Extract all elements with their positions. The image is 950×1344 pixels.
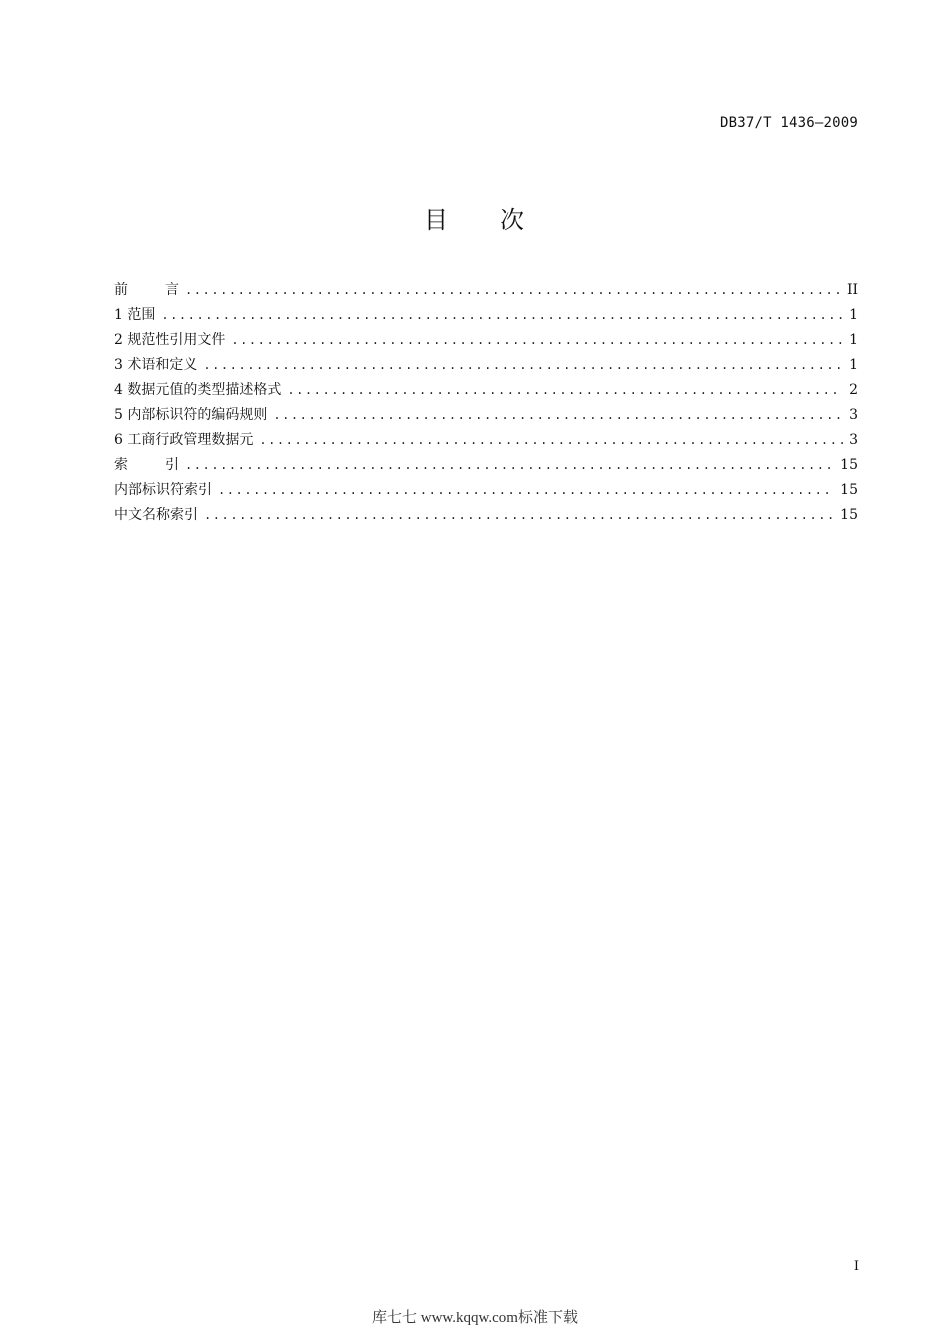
toc-page-number: 3 (849, 432, 858, 448)
toc-leader-dots (203, 353, 843, 378)
page-number: I (853, 1259, 859, 1274)
page-title (0, 200, 950, 235)
toc-leader-dots (218, 478, 834, 503)
toc-entry-identifier-index[interactable] (114, 478, 858, 503)
toc-leader-dots (259, 428, 843, 453)
toc-leader-dots (273, 403, 843, 428)
standard-code: DB37/T 1436—2009 (719, 115, 858, 131)
toc-page-number: 2 (849, 382, 858, 398)
toc-leader-dots (185, 278, 841, 303)
toc-entry-foreword[interactable] (114, 278, 858, 303)
table-of-contents (114, 278, 858, 528)
toc-leader-dots (204, 503, 834, 528)
toc-entry-scope[interactable] (114, 303, 858, 328)
toc-label: 3 术语和定义 (114, 357, 198, 373)
title-char-second: 次 (500, 206, 526, 234)
toc-label: 中文名称索引 (114, 507, 198, 523)
toc-label: 5 内部标识符的编码规则 (114, 407, 268, 423)
toc-leader-dots (287, 378, 843, 403)
toc-label: 索 引 (114, 457, 179, 473)
toc-page-number: 15 (840, 457, 858, 473)
toc-label: 4 数据元值的类型描述格式 (114, 382, 282, 398)
toc-page-number: 3 (849, 407, 858, 423)
toc-page-number: 15 (840, 507, 858, 523)
toc-label: 内部标识符索引 (114, 482, 212, 498)
toc-leader-dots (161, 303, 843, 328)
toc-entry-chinese-name-index[interactable] (114, 503, 858, 528)
toc-label: 6 工商行政管理数据元 (114, 432, 254, 448)
toc-entry-normative-references[interactable] (114, 328, 858, 353)
toc-page-number: 15 (840, 482, 858, 498)
footer-watermark-text: 库七七 www.kqqw.com标准下载 (372, 1310, 578, 1326)
toc-leader-dots (185, 453, 834, 478)
toc-page-number: 1 (849, 332, 858, 348)
toc-label: 1 范围 (114, 307, 156, 323)
toc-entry-value-type-format[interactable] (114, 378, 858, 403)
toc-page-number: II (846, 282, 858, 298)
toc-entry-terms-definitions[interactable] (114, 353, 858, 378)
toc-page-number: 1 (849, 307, 858, 323)
toc-label: 2 规范性引用文件 (114, 332, 226, 348)
toc-entry-index[interactable] (114, 453, 858, 478)
title-char-first: 目 (424, 206, 450, 234)
toc-entry-data-elements[interactable] (114, 428, 858, 453)
toc-leader-dots (231, 328, 843, 353)
toc-entry-identifier-coding-rules[interactable] (114, 403, 858, 428)
toc-page-number: 1 (849, 357, 858, 373)
toc-label: 前 言 (114, 282, 179, 298)
